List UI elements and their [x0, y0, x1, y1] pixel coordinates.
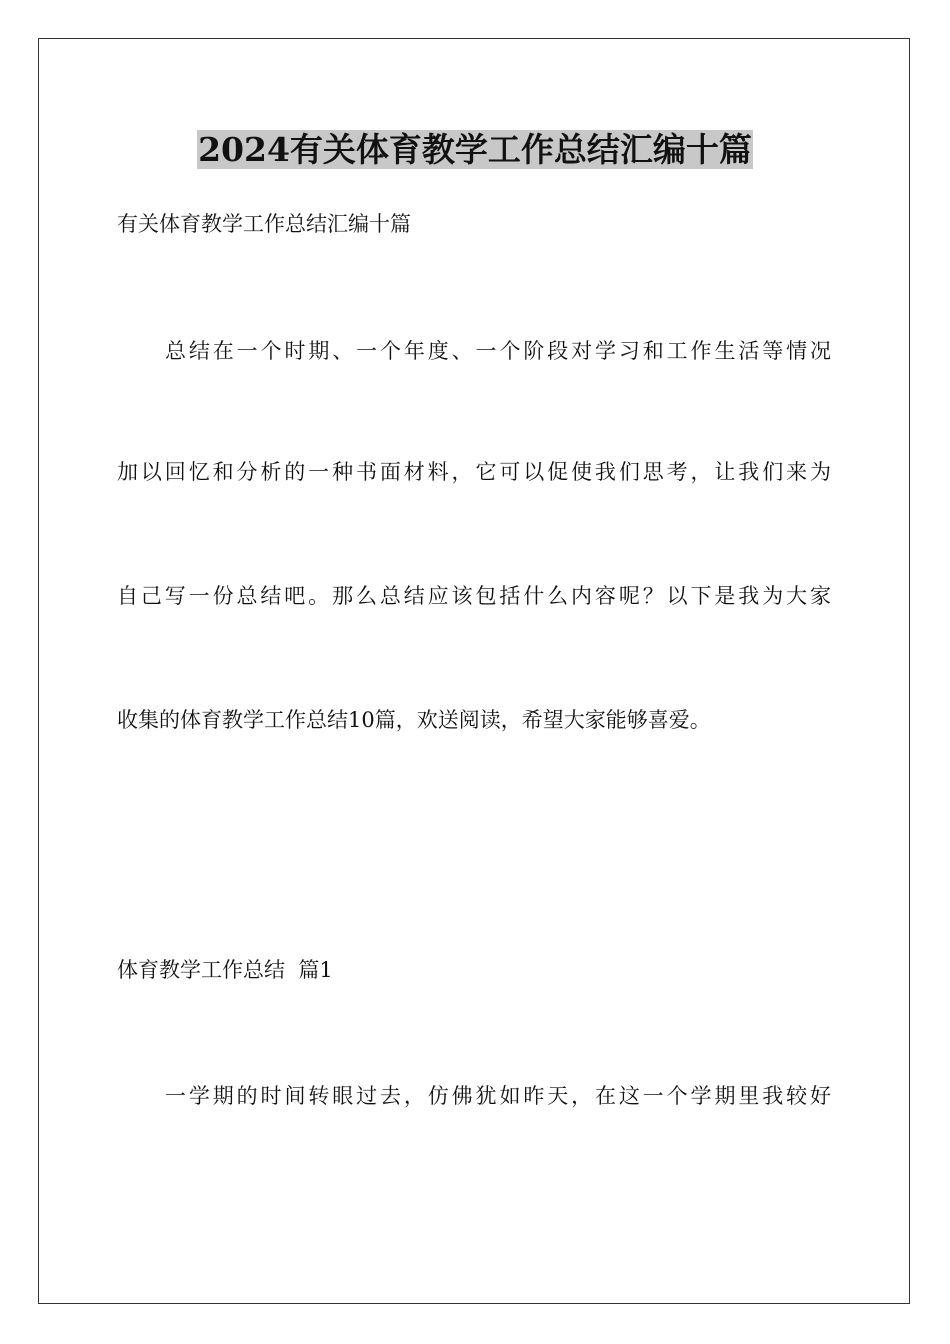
intro-line-4: 收集的体育教学工作总结10篇，欢送阅读，希望大家能够喜爱。	[117, 708, 711, 732]
document-title-text: 2024有关体育教学工作总结汇编十篇	[198, 130, 752, 169]
section-first-line: 一学期的时间转眼过去，仿佛犹如昨天，在这一个学期里我较好	[165, 1084, 831, 1108]
intro-line-2: 加以回忆和分析的一种书面材料，它可以促使我们思考，让我们来为	[117, 460, 831, 484]
document-subtitle: 有关体育教学工作总结汇编十篇	[117, 212, 411, 236]
intro-line-1: 总结在一个时期、一个年度、一个阶段对学习和工作生活等情况	[165, 339, 831, 363]
section-heading: 体育教学工作总结 篇1	[117, 958, 333, 982]
document-title	[0, 130, 950, 170]
intro-line-3: 自己写一份总结吧。那么总结应该包括什么内容呢？以下是我为大家	[117, 584, 831, 608]
